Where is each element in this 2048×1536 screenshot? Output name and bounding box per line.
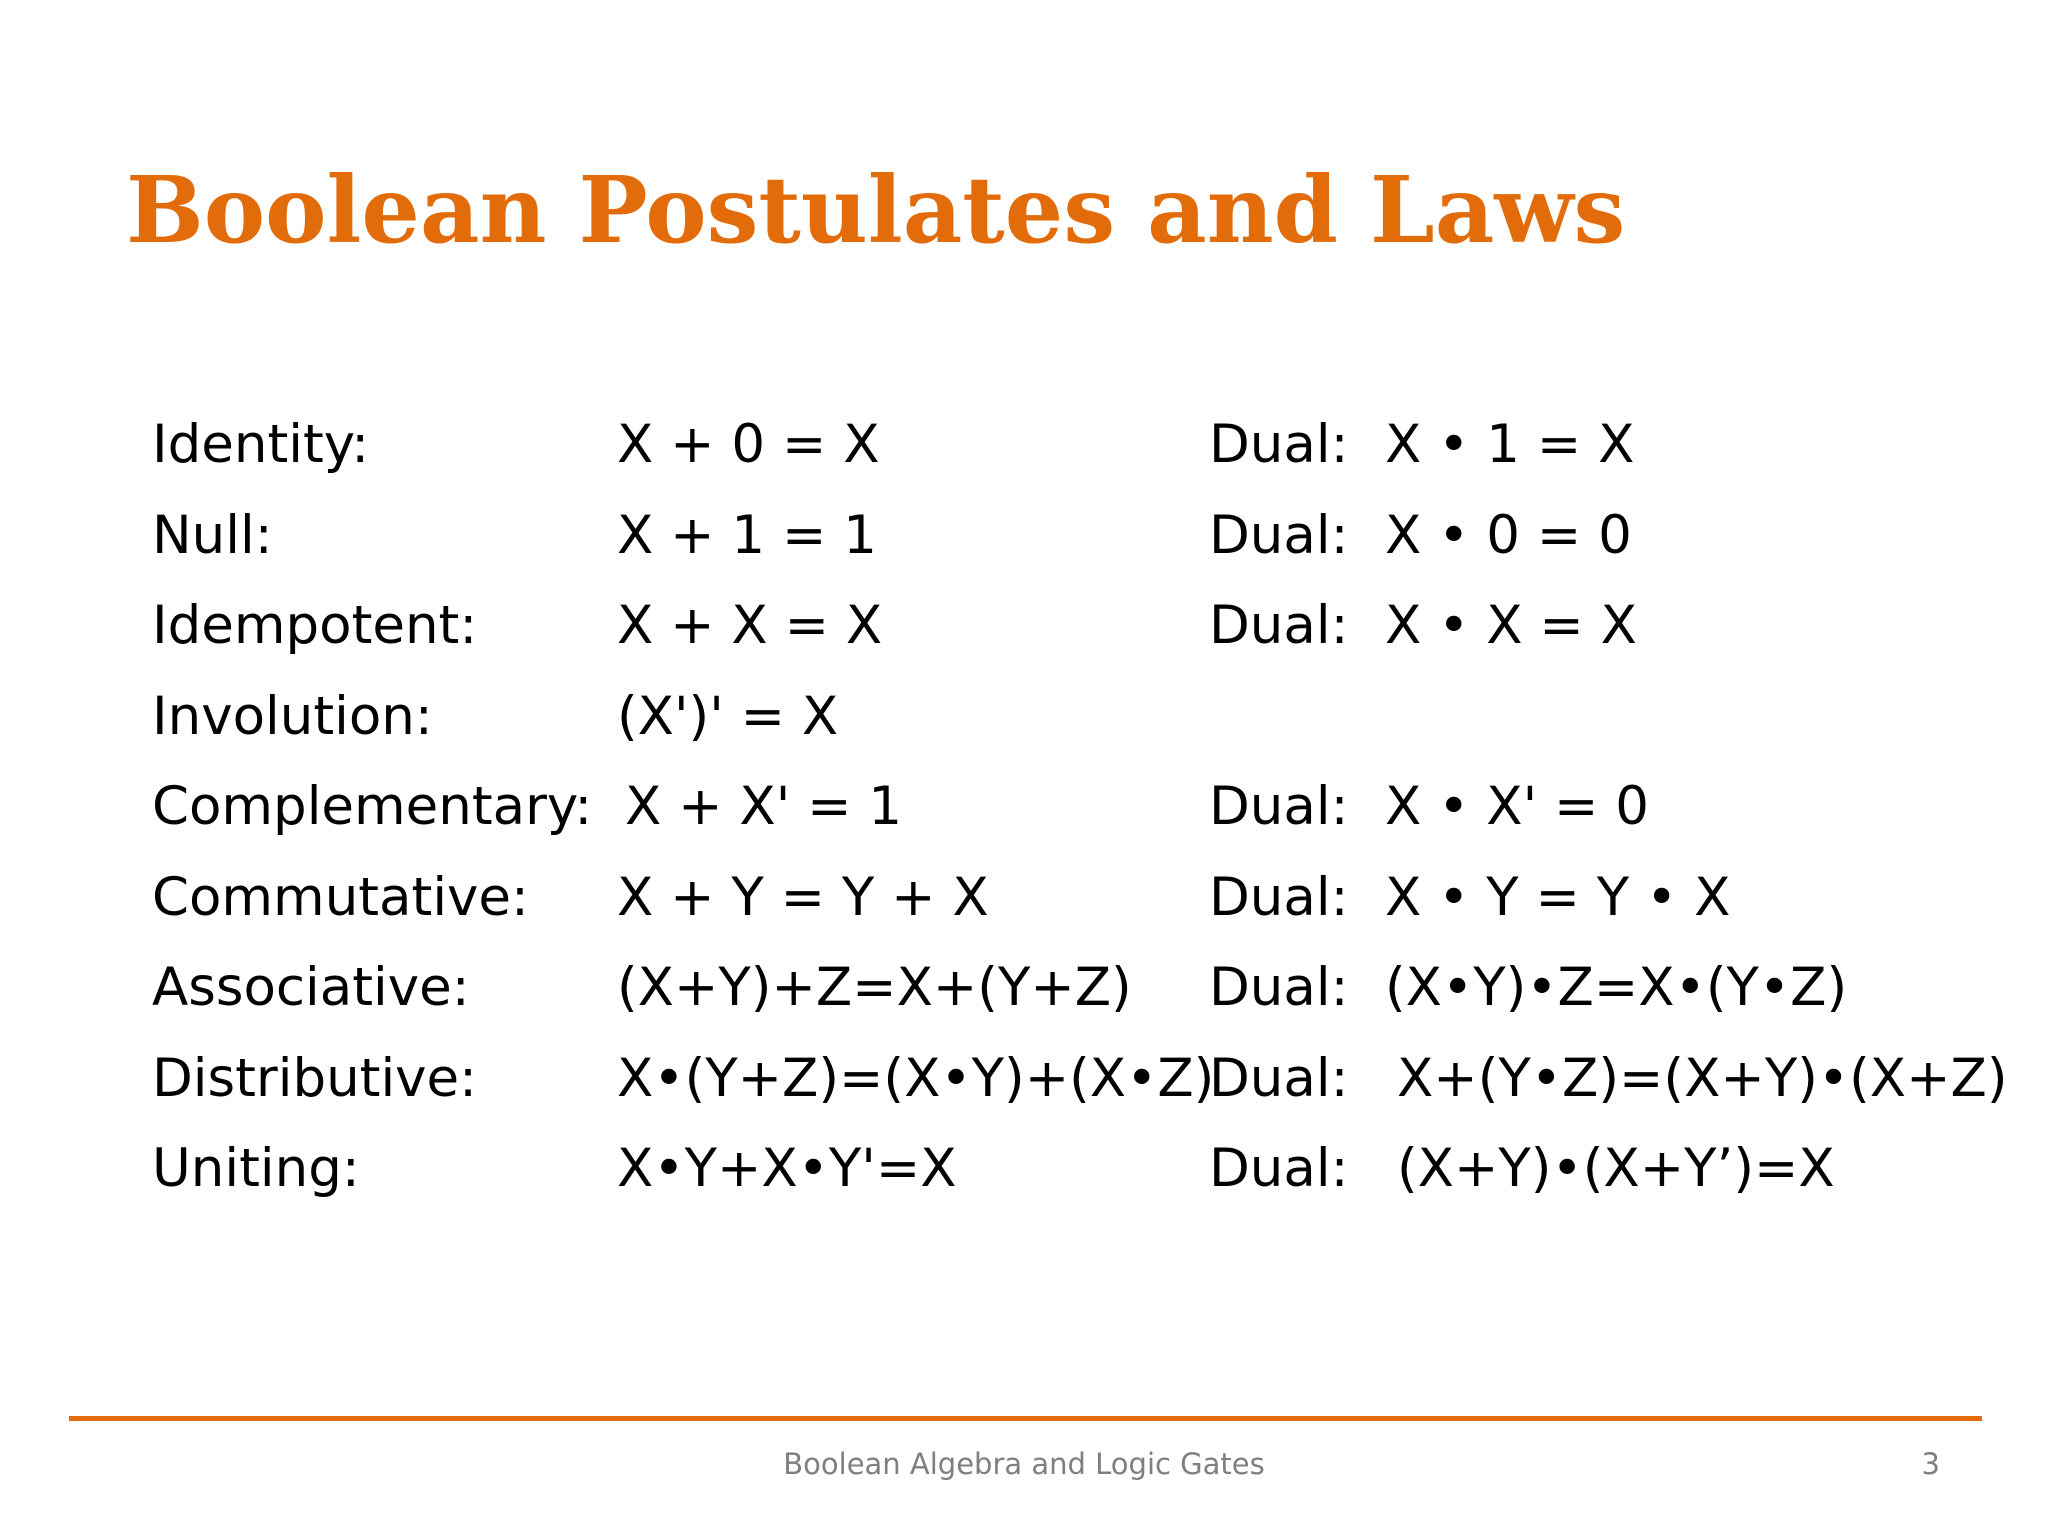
dual-label: Dual: [1209,776,1349,837]
dual-label: Dual: [1209,504,1349,566]
law-name: Idempotent: [152,595,478,656]
law-expression: X•Y+X•Y'=X [617,1138,957,1199]
dual-expression: X • 1 = X [1385,414,1635,475]
dual-label: Dual: [1209,1138,1349,1199]
law-name: Distributive: [152,1047,478,1109]
law-expression: X + Y = Y + X [617,866,989,928]
law-expression: X + X = X [617,595,883,656]
law-row-distributive [152,1034,2008,1125]
dual-expression: X • 0 = 0 [1385,504,1632,566]
law-name: Commutative: [152,866,529,928]
law-row-null [152,491,1932,582]
law-name: Associative: [152,957,470,1018]
law-expression: (X')' = X [617,685,839,747]
dual-expression: X+(Y•Z)=(X+Y)•(X+Z) [1397,1047,2008,1109]
law-name: Null: [152,504,273,566]
dual-label: Dual: [1209,595,1349,656]
law-name: Uniting: [152,1138,360,1199]
dual-label: Dual: [1209,414,1349,475]
law-expression: X•(Y+Z)=(X•Y)+(X•Z) [617,1047,1215,1109]
law-expression: X + 0 = X [617,414,880,475]
footer-text: Boolean Algebra and Logic Gates [783,1447,1265,1481]
dual-label: Dual: [1209,866,1349,928]
slide-title: Boolean Postulates and Laws [126,156,1626,264]
law-expression: X + X' = 1 [625,776,903,837]
law-row-idempotent [152,581,1932,672]
dual-expression: (X+Y)•(X+Y’)=X [1397,1138,1835,1199]
law-name: Complementary: [152,776,593,837]
law-expression: X + 1 = 1 [617,504,877,566]
law-row-associative [152,943,1932,1034]
law-name: Involution: [152,685,433,747]
law-row-complementary [152,762,1932,853]
law-expression: (X+Y)+Z=X+(Y+Z) [617,957,1132,1018]
footer-divider [69,1416,1982,1421]
dual-label: Dual: [1209,1047,1349,1109]
dual-expression: X • X = X [1385,595,1637,656]
dual-expression: X • Y = Y • X [1385,866,1731,928]
page-number: 3 [1921,1447,1940,1481]
dual-label: Dual: [1209,957,1349,1018]
law-row-uniting [152,1124,1932,1215]
law-row-identity [152,400,1932,491]
laws-table [152,400,2008,1215]
law-row-commutative [152,853,1932,944]
dual-expression: (X•Y)•Z=X•(Y•Z) [1385,957,1848,1018]
law-name: Identity: [152,414,370,475]
dual-expression: X • X' = 0 [1385,776,1649,837]
law-row-involution [152,672,1932,763]
